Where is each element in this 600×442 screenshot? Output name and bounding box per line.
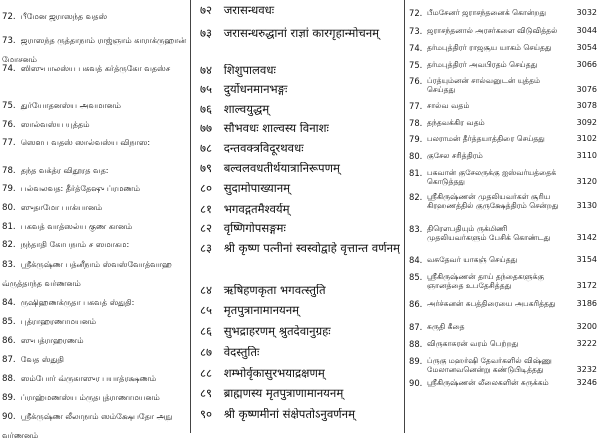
page-number: 3200 bbox=[576, 322, 597, 331]
entry-number: 74. bbox=[409, 43, 423, 53]
entry-number: 89. bbox=[409, 356, 423, 366]
entry-title: सौभवधः शाल्वस्य विनाशः bbox=[223, 122, 329, 135]
list-item bbox=[200, 103, 402, 117]
entry-number: 73. bbox=[409, 26, 423, 36]
entry-number: ८३ bbox=[200, 242, 213, 255]
page-number: 3102 bbox=[576, 134, 597, 143]
list-item bbox=[407, 118, 599, 127]
entry-title: துர்யோதனஸ்ய அவமானம் bbox=[20, 101, 121, 110]
entry-title: ஸௌப வதஸ் ஸால்வஸ்ய விநாஸ: bbox=[20, 138, 151, 147]
list-item bbox=[407, 76, 599, 94]
entry-number: 77. bbox=[409, 101, 423, 111]
list-item bbox=[2, 93, 188, 112]
entry-number: 80. bbox=[409, 151, 423, 161]
list-item bbox=[407, 192, 599, 210]
tamil-translation-column bbox=[404, 0, 600, 433]
list-item bbox=[2, 176, 188, 195]
entry-title: वृष्णिगोपसङ्गमः bbox=[223, 222, 286, 235]
page-number: 3076 bbox=[576, 84, 597, 94]
entry-title: ஜராசந்தனால் அரசர்களை விடுவித்தல் bbox=[427, 26, 558, 35]
list-item bbox=[200, 122, 402, 136]
entry-title: விருகாசுரன் வரம் பெற்றது bbox=[427, 339, 519, 348]
list-item bbox=[2, 4, 188, 23]
entry-title: தந்தவக்கிர வதம் bbox=[427, 118, 485, 127]
entry-title: ब्राह्मणस्य मृतपुत्राणामानयनम् bbox=[223, 387, 344, 400]
list-item bbox=[2, 309, 188, 328]
entry-number: ८४ bbox=[200, 284, 213, 297]
list-item bbox=[200, 182, 402, 196]
list-item bbox=[407, 356, 599, 374]
list-item bbox=[200, 367, 402, 381]
entry-title: ஸம்போர் வ்ருகாஸுர பயாத்ரக்ஷணம் bbox=[20, 374, 157, 383]
entry-number: 83. bbox=[409, 224, 423, 234]
entry-number: 85. bbox=[2, 317, 16, 327]
entry-title: பகவான் குசேலருக்கு ஐஸ்வர்யத்தைக் கொடுத்தது bbox=[427, 168, 557, 187]
entry-number: ८७ bbox=[200, 346, 213, 359]
sanskrit-column bbox=[190, 0, 404, 433]
entry-title: வசுதேவர் யாகஞ் செய்தது bbox=[427, 255, 518, 264]
list-item bbox=[2, 112, 188, 131]
entry-title: ப்ருகு மஹர்ஷி தேவர்களில் விஷ்ணு மேலானவனென்று கண்டுபிடித்தது bbox=[427, 356, 552, 375]
page-number: 3222 bbox=[576, 339, 597, 348]
entry-number: ७९ bbox=[200, 162, 213, 175]
entry-title: ப்ரத்யும்னன் சால்வனுடன் யுத்தம் செய்தது bbox=[427, 76, 541, 95]
entry-title: ஸ்ரீக்ருஷ்ண பத்னீநாம் ஸ்வஸ்வோத்வாஹ வ்ருத்தாந்த வர்ணனம் bbox=[2, 260, 172, 289]
entry-title: ऋषिहणकृता भगवत्स्तुति bbox=[223, 284, 326, 297]
list-item bbox=[200, 325, 402, 339]
entry-number: 73. bbox=[2, 36, 16, 46]
list-item bbox=[407, 43, 599, 52]
entry-title: ஸுபத்ராஹரணம் bbox=[20, 336, 84, 345]
entry-number: ८१ bbox=[200, 203, 213, 216]
entry-number: 82. bbox=[409, 192, 423, 202]
list-item bbox=[2, 385, 188, 404]
entry-number: ७५ bbox=[200, 83, 213, 96]
entry-title: ஸ்ரீகிருஷ்ணன் முதலியவர்கள் சூரிய கிரஹணத்தில் குருக்ஷேத்திரம் சென்றது bbox=[427, 192, 559, 211]
entry-number: ८२ bbox=[200, 222, 213, 235]
entry-title: சால்வ வதம் bbox=[427, 101, 470, 110]
entry-title: ஸால்வஸ்ய யுத்தம் bbox=[20, 120, 90, 129]
entry-title: सुदामोपाख्यानम् bbox=[223, 182, 291, 195]
entry-number: ७६ bbox=[200, 103, 213, 116]
list-item bbox=[2, 366, 188, 385]
page-number: 3054 bbox=[576, 43, 597, 52]
entry-title: सुभद्राहरणम् श्रुतदेवानुग्रहः bbox=[223, 325, 331, 338]
entry-title: शाल्वयुद्धम् bbox=[223, 103, 270, 116]
list-item bbox=[200, 27, 400, 41]
entry-title: ஸ்ரீகிருஷ்ணன் லீலைகளின் சுருக்கம் bbox=[427, 378, 549, 387]
list-item bbox=[407, 168, 599, 186]
page-number: 3154 bbox=[576, 255, 597, 264]
list-item bbox=[407, 60, 599, 69]
entry-title: பல்வலவத: தீர்த்தேஷு ப்ரமணம் bbox=[20, 184, 141, 193]
page-number: 3246 bbox=[576, 378, 597, 387]
entry-title: தர்மபுத்திரர் அவபிரதம் செய்தது bbox=[427, 60, 538, 69]
list-item bbox=[407, 26, 599, 35]
entry-number: 90. bbox=[2, 412, 16, 422]
entry-title: ப்ராஹ்மணஸ்ய ம்ருதபுத்ராணாமயனம் bbox=[20, 393, 160, 402]
list-item bbox=[200, 64, 402, 78]
entry-number: ७२ bbox=[200, 4, 213, 17]
page-number: 3110 bbox=[576, 151, 597, 160]
list-item bbox=[2, 232, 188, 251]
entry-title: குசேல சரித்திரம் bbox=[427, 151, 483, 160]
list-item bbox=[200, 304, 402, 318]
list-item bbox=[200, 408, 402, 422]
entry-title: தர்மபுத்திரர் ராஜசூய யாகம் செய்தது bbox=[427, 43, 552, 52]
list-item bbox=[2, 56, 188, 75]
entry-title: ஸ்ரீகிருஷ்ணன் தாய் தந்தைகளுக்கு ஞானத்தை உபதேசித்தது bbox=[427, 272, 545, 291]
entry-title: वेदस्तुतिः bbox=[223, 346, 260, 359]
list-item bbox=[2, 214, 188, 233]
list-item bbox=[200, 142, 402, 156]
entry-title: அர்ச்சுனன் சுபத்திரையை அபகரித்தது bbox=[427, 299, 556, 308]
entry-number: 75. bbox=[409, 60, 423, 70]
entry-title: श्री कृष्णमीनां संक्षेपतोऽनुवर्णनम् bbox=[223, 408, 356, 421]
list-item bbox=[200, 387, 402, 401]
list-item bbox=[407, 151, 599, 160]
list-item bbox=[407, 378, 599, 387]
entry-title: புத்ராஹரணாமயனம் bbox=[20, 317, 97, 326]
entry-title: शिशुपालवधः bbox=[223, 64, 276, 77]
page-number: 3172 bbox=[576, 280, 597, 290]
entry-title: பீமசேனர் ஜராசந்தனைக் கொன்றது bbox=[427, 8, 547, 17]
entry-number: 90. bbox=[409, 378, 423, 388]
list-item bbox=[407, 339, 599, 348]
entry-title: ஸ்ரீக்ருஷ்ண லீலாநாம் ஸம்க்ஷேபதோ அநு வர்ணனம் bbox=[2, 412, 173, 441]
entry-number: ८९ bbox=[200, 387, 213, 400]
entry-title: ருஷிஹணக்ருதா பகவத் ஸ்துதி: bbox=[20, 298, 135, 307]
entry-title: தந்த வக்த்ர விதூரத வத: bbox=[20, 166, 109, 175]
page-number: 3130 bbox=[576, 200, 597, 210]
list-item bbox=[407, 8, 599, 17]
list-item bbox=[407, 272, 599, 290]
list-item bbox=[407, 224, 599, 242]
entry-number: 75. bbox=[2, 101, 16, 111]
entry-title: பலராமன் தீர்த்தயாத்திரை செய்தது bbox=[427, 134, 545, 143]
entry-number: 78. bbox=[409, 118, 423, 128]
list-item bbox=[200, 162, 402, 176]
entry-number: 74. bbox=[2, 64, 16, 74]
page-number: 3066 bbox=[576, 60, 597, 69]
list-item bbox=[407, 322, 599, 331]
page-number: 3032 bbox=[576, 8, 597, 17]
entry-number: ८० bbox=[200, 182, 213, 195]
entry-title: जरासन्धरुद्धानां राज्ञां कारगृहान्मोचनम् bbox=[223, 27, 380, 40]
entry-number: ७४ bbox=[200, 64, 213, 77]
entry-title: भगवद्गतमैश्वर्यम् bbox=[223, 203, 290, 216]
entry-number: 80. bbox=[2, 203, 16, 213]
list-item bbox=[2, 328, 188, 347]
list-item bbox=[200, 346, 402, 360]
entry-number: 86. bbox=[2, 336, 16, 346]
entry-title: பகவத் வாத்ஸல்ய குண கானம் bbox=[20, 222, 133, 231]
entry-number: 76. bbox=[2, 120, 16, 130]
entry-number: ७८ bbox=[200, 142, 213, 155]
entry-title: श्री कृष्ण पत्नीनां स्वस्वोद्वाहे वृत्तान्त वर्णनम् bbox=[223, 242, 400, 255]
entry-number: 88. bbox=[2, 374, 16, 384]
entry-title: दुर्योधनमानभङ्गः bbox=[223, 83, 288, 96]
list-item bbox=[200, 222, 402, 236]
list-item bbox=[2, 404, 188, 442]
page-number: 3044 bbox=[576, 26, 597, 35]
list-item bbox=[2, 130, 188, 149]
entry-title: பீமேன ஜராஸந்த வதஸ் bbox=[20, 12, 108, 21]
list-item bbox=[407, 134, 599, 143]
entry-number: ९० bbox=[200, 408, 213, 421]
tamil-transliteration-column bbox=[0, 0, 191, 441]
entry-number: ७३ bbox=[200, 27, 213, 40]
entry-title: ஸுதாமோ பாக்யானம் bbox=[20, 203, 103, 212]
entry-number: 87. bbox=[2, 355, 16, 365]
list-item bbox=[200, 203, 402, 217]
list-item bbox=[2, 195, 188, 214]
entry-number: 81. bbox=[2, 222, 16, 232]
entry-number: ८५ bbox=[200, 304, 213, 317]
entry-number: 84. bbox=[409, 255, 423, 265]
page-number: 3232 bbox=[576, 364, 597, 374]
entry-title: நந்தாதி கோபநாம் ச ஸமாகம: bbox=[20, 240, 130, 249]
entry-number: 76. bbox=[409, 76, 423, 86]
entry-number: 72. bbox=[409, 8, 423, 18]
entry-number: 81. bbox=[409, 168, 423, 178]
entry-title: வேத ஸ்துதி bbox=[20, 355, 64, 364]
entry-number: 84. bbox=[2, 298, 16, 308]
list-item bbox=[407, 101, 599, 110]
entry-title: ஸிஸுபாலஸ்ய பகவத் கர்த்ருகோ வதஸ்ச bbox=[20, 64, 171, 73]
entry-number: 87. bbox=[409, 322, 423, 332]
entry-number: 79. bbox=[2, 184, 16, 194]
entry-title: ஜராஸந்த ருத்தாநாம் ராஜ்ஞாம் காராக்ருஹான் மோசனம் bbox=[2, 36, 187, 65]
entry-title: मृतपुत्रानामानयनम् bbox=[223, 304, 300, 317]
page-number: 3142 bbox=[576, 232, 597, 242]
page-number: 3120 bbox=[576, 176, 597, 186]
entry-title: சுருதி கீதை bbox=[427, 322, 465, 331]
entry-number: 82. bbox=[2, 240, 16, 250]
entry-number: 86. bbox=[409, 299, 423, 309]
list-item bbox=[200, 83, 402, 97]
list-item bbox=[407, 299, 599, 308]
list-item bbox=[2, 290, 188, 309]
entry-number: 89. bbox=[2, 393, 16, 403]
entry-number: ७७ bbox=[200, 122, 213, 135]
page-number: 3092 bbox=[576, 118, 597, 127]
entry-number: ८८ bbox=[200, 367, 213, 380]
page-number: 3186 bbox=[576, 299, 597, 308]
entry-number: 79. bbox=[409, 134, 423, 144]
list-item bbox=[407, 255, 599, 264]
entry-number: 78. bbox=[2, 166, 16, 176]
entry-title: திரௌபதியும் ருக்மிணி முதலியவர்களும் பேசிக் கொண்டது bbox=[427, 224, 551, 243]
entry-title: शम्भोर्वृकासुरभयाद्रक्षणम् bbox=[223, 367, 325, 380]
entry-number: 77. bbox=[2, 138, 16, 148]
entry-title: दन्तवक्त्रविदूरथवधः bbox=[223, 142, 304, 155]
list-item bbox=[200, 242, 400, 256]
entry-number: 85. bbox=[409, 272, 423, 282]
entry-number: ८६ bbox=[200, 325, 213, 338]
list-item bbox=[2, 158, 188, 177]
page-number: 3078 bbox=[576, 101, 597, 110]
list-item bbox=[2, 252, 188, 290]
list-item bbox=[200, 284, 402, 298]
list-item bbox=[2, 347, 188, 366]
entry-number: 88. bbox=[409, 339, 423, 349]
entry-title: जरासन्धवधः bbox=[223, 4, 275, 17]
list-item bbox=[200, 4, 402, 18]
entry-number: 72. bbox=[2, 12, 16, 22]
entry-number: 83. bbox=[2, 260, 16, 270]
entry-title: बल्वलवधतीर्थयात्रानिरूपणम् bbox=[223, 162, 340, 175]
